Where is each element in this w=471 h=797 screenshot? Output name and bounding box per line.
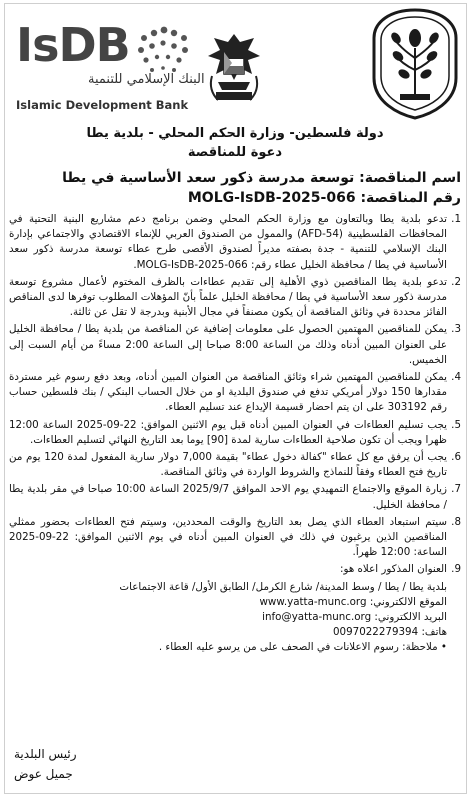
item-number: 4. — [451, 371, 461, 384]
list-item — [9, 212, 461, 273]
tender-name: اسم المناقصة: توسعة مدرسة ذكور سعد الأساسية في يطا — [62, 170, 461, 186]
notice-body — [9, 124, 461, 656]
list-item — [9, 322, 461, 368]
note-text: ملاحظة: رسوم الاعلانات في الصحف على من يرسو عليه العطاء . — [158, 641, 438, 654]
item-text: تدعو بلدية يطا وبالتعاون مع وزارة الحكم المحلي وضمن برنامج دعم مشاريع البنية التحتية في المحافظات الفلسطينية (AFD-54) والممول من الصندوق العربي للإنماء الاقتصادي والاجتماعي بإدارة البنك الإسلامي للتنمية - جدة بصفته مديراً لصندوق الأقصى طرح عطاء توسعة مدرسة ذكور سعد الأساسية في يطا / محافظة الخليل عطاء رقم: MOLG-IsDB-2025-066. — [9, 213, 447, 271]
palestine-emblem-icon — [204, 30, 264, 110]
item-number: 6. — [451, 451, 461, 464]
list-item — [9, 275, 461, 321]
item-text: تدعو بلدية يطا المناقصين ذوي الأهلية إلى تقديم عطاءات بالظرف المختوم لأعمال مشروع توسعة مدرسة ذكور سعد الأساسية في يطا / محافظة الخليل علماً بأنّ المؤهلات المطلوب توفرها لدى المناقص الفائز محددة في وثائق المناقصة أن يكون مصنفاً في مجال الأبنية وبدرجة لا تقل عن ثالثة. — [9, 275, 447, 319]
phone-line — [9, 625, 461, 640]
item-number: 3. — [451, 323, 461, 336]
item-number: 8. — [451, 515, 461, 528]
list-item — [9, 515, 461, 561]
item-number: 1. — [451, 213, 461, 225]
isdb-mark: IsDB — [16, 18, 130, 72]
isdb-logo — [16, 18, 205, 120]
phone-label: هاتف: — [421, 626, 447, 639]
signature-title: رئيس البلدية — [14, 747, 77, 761]
list-item — [9, 370, 461, 416]
header-logos — [0, 6, 471, 122]
tender-number: رقم المناقصة: MOLG-IsDB-2025-066 — [187, 190, 461, 206]
notice-heading: دولة فلسطين- وزارة الحكم المحلي - بلدية يطا — [86, 126, 384, 141]
item-number: 7. — [451, 483, 461, 496]
yatta-municipality-seal-icon — [370, 8, 460, 120]
item-number: 2. — [451, 275, 461, 288]
website-label: الموقع الالكتروني: — [369, 595, 447, 608]
item-text: يجب أن يرفق مع كل عطاء "كفالة دخول عطاء" بقيمة 7,000 دولار سارية المفعول لمدة 120 يوم من تاريخ فتح العطاء وفقاً للنماذج والشروط الواردة في وثائق المناقصة. — [9, 451, 447, 479]
website-line — [9, 595, 461, 610]
item-text: يمكن للمناقصين المهتمين الحصول على معلومات إضافية عن المناقصة من بلدية يطا / محافظة الخليل على العنوان المبين أدناه وذلك من الساعة 8:00 صباحا إلى الساعة 2:00 مساءً من أيام السبت إلى الخميس. — [9, 323, 448, 366]
website-link[interactable]: www.yatta-munc.org — [259, 595, 367, 608]
list-item — [9, 450, 461, 480]
signature-block — [14, 744, 77, 784]
note-line: • ملاحظة: رسوم الاعلانات في الصحف على من يرسو عليه العطاء . — [158, 641, 447, 654]
list-item — [9, 418, 461, 448]
email-label: البريد الالكتروني: — [374, 611, 447, 624]
item-text: يجب تسليم العطاءات في العنوان المبين أدناه قبل يوم الاثنين الموافق: 22-09-2025 الساعة 12:00 ظهرا ويجب أن تكون صلاحية العطاءات سارية لمدة [90] يوما بعد التاريخ النهائي لتسليم العطاءات. — [9, 418, 447, 446]
isdb-english-name: Islamic Development Bank — [16, 98, 189, 112]
list-item — [9, 482, 461, 512]
list-item — [9, 562, 461, 577]
isdb-arabic-name: البنك الإسلامي للتنمية — [88, 72, 205, 87]
notice-subheading: دعوة للمناقصة — [187, 145, 283, 160]
email-line — [9, 610, 461, 625]
item-number: 9. — [451, 563, 461, 576]
item-text: سيتم استبعاد العطاء الذي يصل بعد التاريخ والوقت المحددين، وسيتم فتح العطاءات بحضور ممثلي المناقصين الذين يرغبون في ذلك في العنوان المبين أدناه في يوم الاثنين الموافق: 22-09-2025 الساعة: 12:00 ظهراً. — [9, 515, 447, 559]
signature-name: جميل عوض — [14, 767, 73, 781]
item-text: زيارة الموقع والاجتماع التمهيدي يوم الاحد الموافق 2025/9/7 الساعة 10:00 صباحا في مقر بلدية يطا / محافظة الخليل. — [9, 483, 447, 511]
item-text: العنوان المذكور اعلاه هو: — [340, 563, 447, 576]
phone-number: 0097022279394 — [332, 626, 419, 639]
notice-items — [9, 212, 461, 578]
email-link[interactable]: info@yatta-munc.org — [262, 611, 372, 624]
item-text: يمكن للمناقصين المهتمين شراء وثائق المناقصة من العنوان المبين أدناه، وبعد دفع رسوم غير مستردة مقدارها 150 دولار أمريكي تدفع في صندوق البلدية او من خلال الحساب البنكي / بنك فلسطين حساب رقم 303192 على ان يتم احضار قسيمة الإيداع عند تسليم العطاء. — [9, 371, 448, 414]
address-line: بلدية يطا / يطا / وسط المدينة/ شارع الكرمل/ الطابق الأول/ قاعة الاجتماعات — [119, 580, 447, 593]
item-number: 5. — [451, 418, 461, 431]
